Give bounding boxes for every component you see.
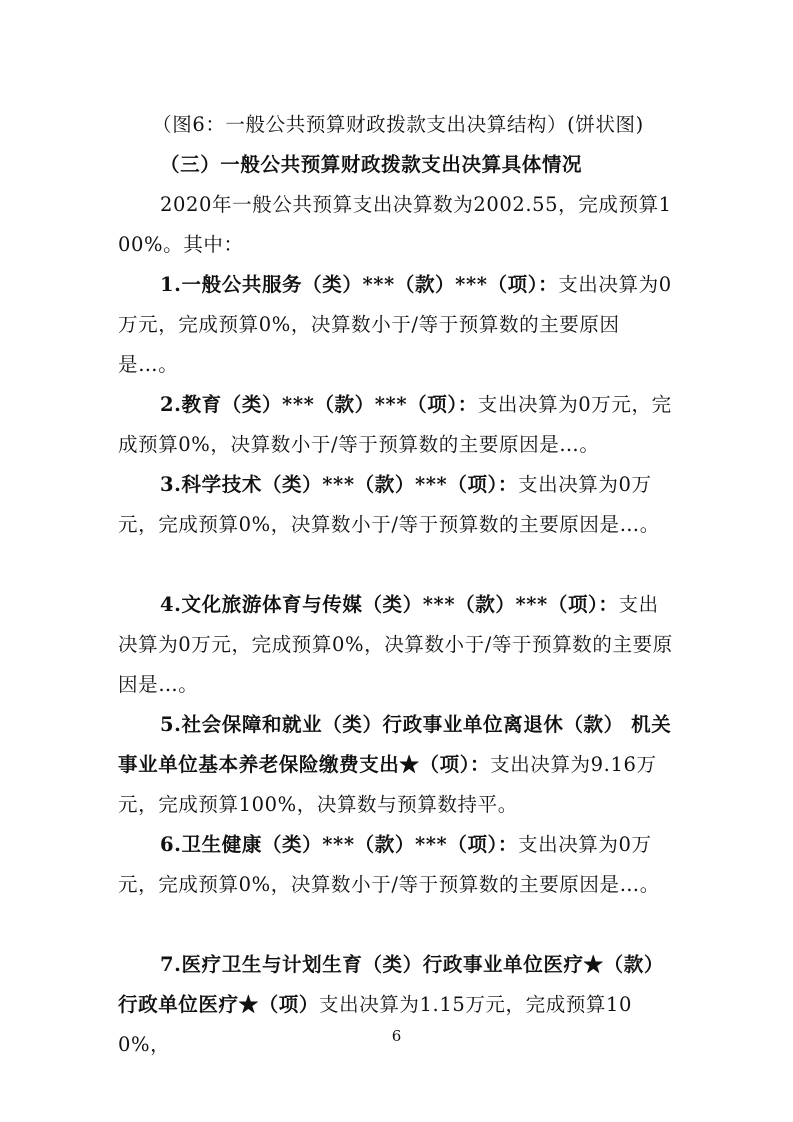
item-heading-2: 2.教育（类）***（款）***（项）： xyxy=(160,393,478,416)
page-number: 6 xyxy=(391,1027,402,1045)
section-heading xyxy=(118,145,678,185)
item-heading-3: 3.科学技术（类）***（款）***（项）： xyxy=(160,473,518,496)
item-text-4: 支出决算为0万元，完成预算0%，决算数小于/等于预算数的主要原因是…。 xyxy=(118,593,673,696)
item-paragraph-3 xyxy=(118,465,678,545)
item-text-5: 支出决算为9.16万元，完成预算100%，决算数与预算数持平。 xyxy=(118,753,657,816)
item-heading-7: 7.医疗卫生与计划生育（类）行政事业单位医疗★（款）行政单位医疗★（项） xyxy=(118,953,664,1016)
figure-caption-text: （图6：一般公共预算财政拨款支出决算结构）(饼状图) xyxy=(152,113,644,136)
item-paragraph-4 xyxy=(118,585,678,705)
figure-caption xyxy=(118,105,678,145)
item-paragraph-1 xyxy=(118,265,678,385)
item-heading-1: 1.一般公共服务（类）***（款）***（项）： xyxy=(160,273,559,296)
item-heading-6: 6.卫生健康（类）***（款）***（项）： xyxy=(160,833,518,856)
item-text-7: 支出决算为1.15万元，完成预算100%， xyxy=(118,993,633,1056)
section-heading-text: （三）一般公共预算财政拨款支出决算具体情况 xyxy=(160,153,583,176)
item-paragraph-7 xyxy=(118,945,678,1065)
item-text-2: 支出决算为0万元，完成预算0%，决算数小于/等于预算数的主要原因是…。 xyxy=(118,393,672,456)
item-text-3: 支出决算为0万元，完成预算0%，决算数小于/等于预算数的主要原因是…。 xyxy=(118,473,660,536)
item-heading-5: 5.社会保障和就业（类）行政事业单位离退休（款） 机关事业单位基本养老保险缴费支出★（项）： xyxy=(118,713,672,776)
intro-paragraph xyxy=(118,185,678,265)
item-text-1: 支出决算为0万元，完成预算0%，决算数小于/等于预算数的主要原因是…。 xyxy=(118,273,672,376)
item-heading-4: 4.文化旅游体育与传媒（类）***（款）***（项）： xyxy=(160,593,619,616)
intro-text: 2020年一般公共预算支出决算数为2002.55，完成预算100%。其中： xyxy=(118,193,672,256)
item-paragraph-2 xyxy=(118,385,678,465)
item-paragraph-6 xyxy=(118,825,678,905)
item-text-6: 支出决算为0万元，完成预算0%，决算数小于/等于预算数的主要原因是…。 xyxy=(118,833,660,896)
item-paragraph-5 xyxy=(118,705,678,825)
